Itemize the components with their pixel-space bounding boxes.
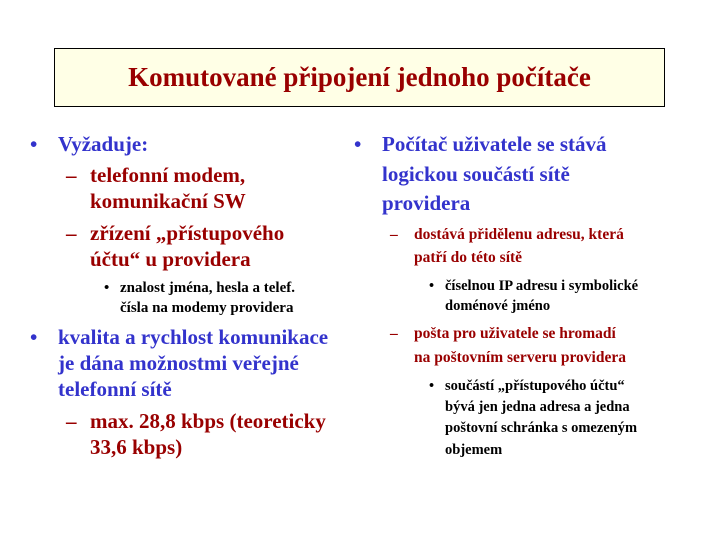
right-sub-address-line1: dostává přidělenu adresu, která bbox=[414, 226, 624, 243]
right-bullet-computer-line2: logickou součástí sítě bbox=[382, 162, 570, 186]
left-sub-modem-line2: komunikační SW bbox=[90, 189, 246, 213]
bullet-mark: • bbox=[429, 378, 435, 394]
left-bullet-quality-line2: je dána možnostmi veřejné bbox=[58, 351, 299, 375]
right-sub-mail-line2: na poštovním serveru providera bbox=[414, 349, 626, 366]
right-sub-mail-line1: pošta pro uživatele se hromadí bbox=[414, 325, 616, 342]
dash-mark: – bbox=[66, 221, 77, 245]
left-sub-speed-line2: 33,6 kbps) bbox=[90, 435, 183, 459]
slide-title: Komutované připojení jednoho počítače bbox=[128, 62, 591, 92]
bullet-mark: • bbox=[354, 132, 362, 156]
bullet-mark: • bbox=[30, 325, 38, 349]
left-subsub-credentials-line1: znalost jména, hesla a telef. bbox=[120, 280, 295, 296]
right-sub-address-line2: patří do této sítě bbox=[414, 249, 523, 266]
dash-mark: – bbox=[390, 226, 398, 243]
bullet-mark: • bbox=[30, 132, 38, 156]
dash-mark: – bbox=[390, 325, 398, 342]
bullet-mark: • bbox=[429, 278, 435, 294]
bullet-mark: • bbox=[104, 280, 110, 296]
left-sub-speed-line1: max. 28,8 kbps (teoreticky bbox=[90, 409, 326, 433]
left-bullet-quality-line3: telefonní sítě bbox=[58, 377, 172, 401]
right-subsub-ip-line1: číselnou IP adresu i symbolické bbox=[445, 278, 639, 294]
right-bullet-computer-line1: Počítač uživatele se stává bbox=[382, 132, 607, 156]
right-subsub-mailbox-line4: objemem bbox=[445, 442, 503, 458]
left-bullet-quality-line1: kvalita a rychlost komunikace bbox=[58, 325, 329, 349]
title-box bbox=[54, 48, 665, 107]
left-sub-account-line1: zřízení „přístupového bbox=[90, 221, 285, 245]
left-sub-account-line2: účtu“ u providera bbox=[90, 247, 251, 271]
left-subsub-credentials-line2: čísla na modemy providera bbox=[120, 300, 294, 316]
right-subsub-ip-line2: doménové jméno bbox=[445, 298, 551, 314]
left-bullet-requires-line1: Vyžaduje: bbox=[58, 132, 149, 156]
right-bullet-computer-line3: providera bbox=[382, 191, 471, 215]
right-subsub-mailbox-line3: poštovní schránka s omezeným bbox=[445, 420, 638, 436]
left-sub-modem-line1: telefonní modem, bbox=[90, 163, 246, 187]
dash-mark: – bbox=[66, 163, 77, 187]
right-subsub-mailbox-line1: součástí „přístupového účtu“ bbox=[445, 378, 625, 394]
right-subsub-mailbox-line2: bývá jen jedna adresa a jedna bbox=[445, 399, 630, 415]
dash-mark: – bbox=[66, 409, 77, 433]
